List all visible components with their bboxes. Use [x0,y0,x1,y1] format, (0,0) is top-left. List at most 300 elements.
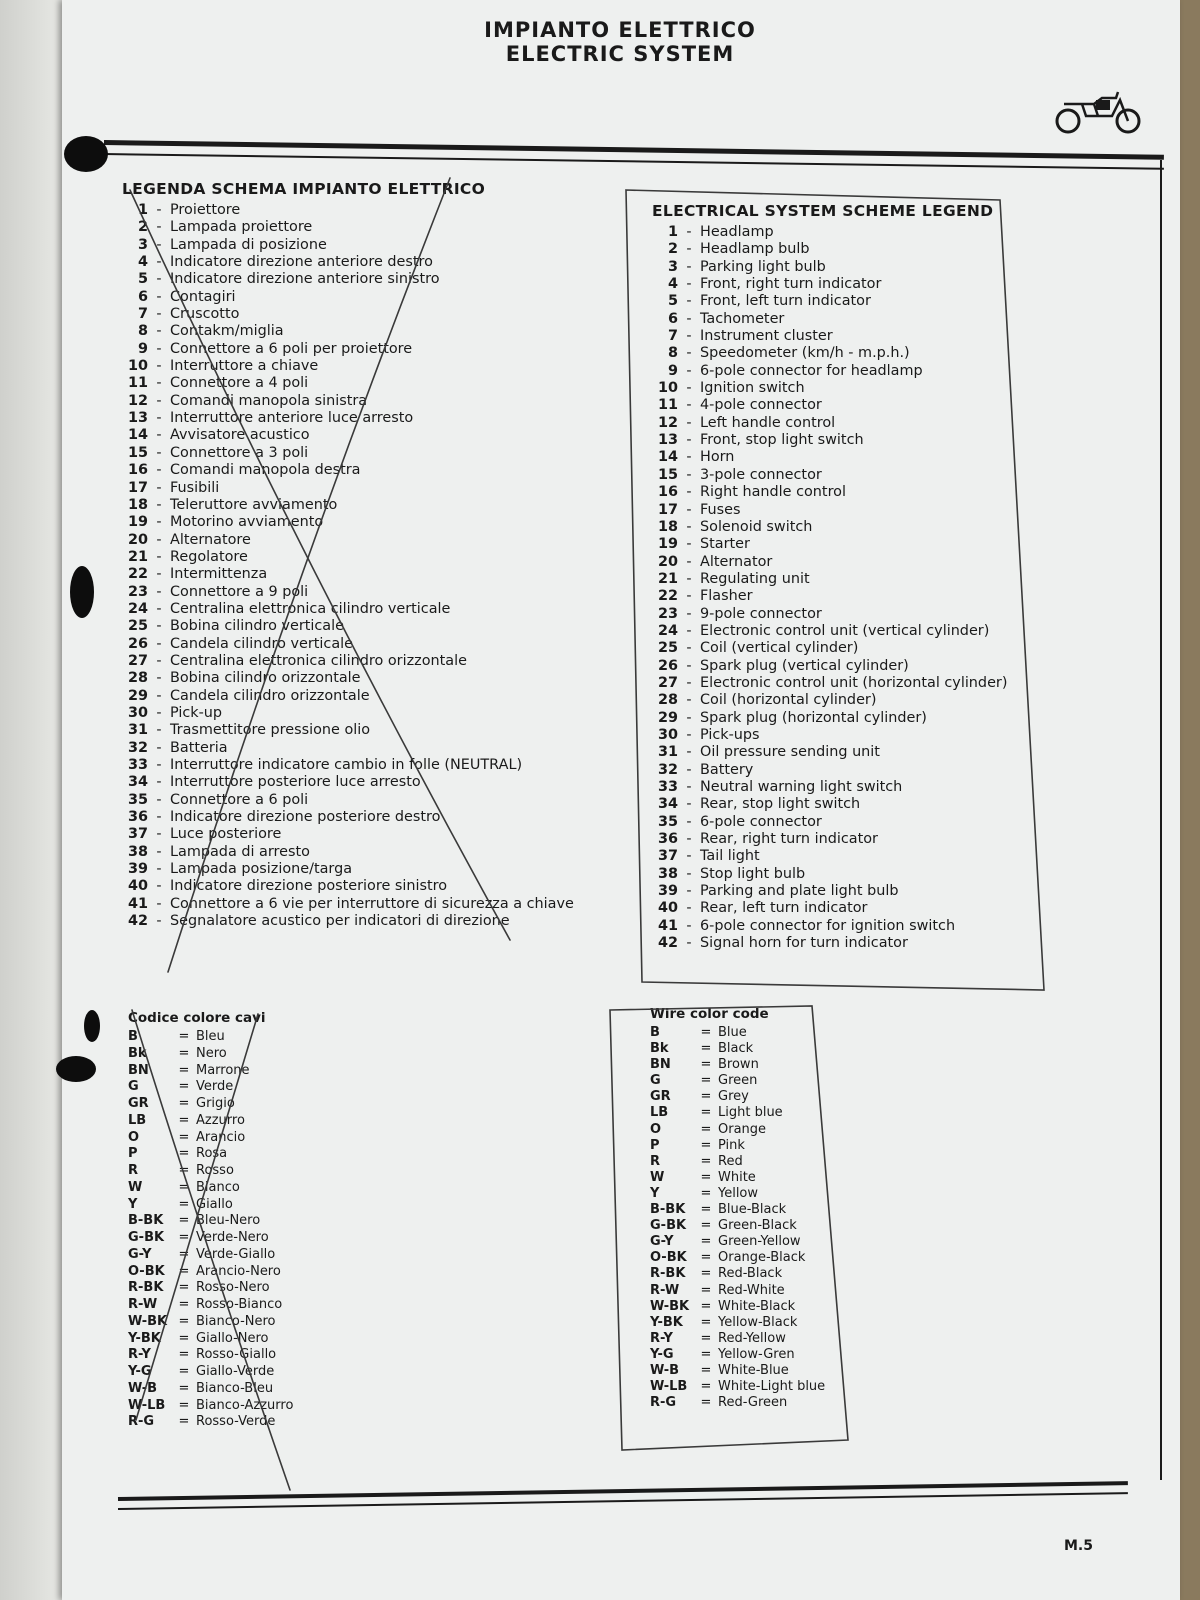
legend-item-dash: - [686,709,692,726]
legend-item-dash: - [156,895,162,912]
color-code-row [128,1247,388,1264]
color-code: G-Y [128,1246,152,1262]
color-code: Bk [128,1045,147,1061]
legend-item-text: Contakm/miglia [170,323,284,340]
legend-item [122,636,602,653]
legend-item [122,653,602,670]
legend-item-number: 12 [127,392,148,409]
legend-item [122,722,602,739]
color-name: Verde [196,1079,234,1095]
legend-item-number: 16 [127,462,148,479]
legend-item-text: Interruttore a chiave [170,358,319,375]
legend-item-number: 27 [127,652,148,669]
legend-item-text: Rear, stop light switch [700,796,861,813]
equals-sign: = [178,1062,190,1078]
color-name: Nero [196,1045,227,1061]
color-code: W [128,1179,143,1195]
legend-item-dash: - [686,310,692,327]
legend-item [652,380,1032,397]
legend-item-number: 41 [657,917,678,934]
legend-item-dash: - [686,761,692,778]
legend-item-number: 24 [657,622,678,639]
legend-item [652,554,1032,571]
legend-item-number: 5 [137,271,148,288]
legend-item [652,814,1032,831]
legend-item-number: 5 [667,293,678,310]
color-code: R-G [128,1414,155,1430]
equals-sign: = [700,1250,712,1266]
legend-item-number: 4 [137,254,148,271]
legend-item-dash: - [686,553,692,570]
legend-item [652,796,1032,813]
color-name: Blue [718,1025,747,1040]
equals-sign: = [178,1414,190,1430]
color-code: Y [128,1196,138,1212]
legend-item [122,271,602,288]
legend-item-number: 20 [127,531,148,548]
legend-item-dash: - [686,692,692,709]
equals-sign: = [178,1196,190,1212]
legend-item-text: Electronic control unit (horizontal cylinder) [700,674,1008,691]
legend-item-text: Interruttore anteriore luce arresto [170,410,414,427]
legend-item [122,774,602,791]
legend-item-number: 11 [657,397,678,414]
color-code: Y [650,1185,660,1201]
equals-sign: = [178,1364,190,1379]
legend-item [122,323,602,340]
colors-it-title: Codice colore cavi [128,1010,266,1026]
color-name: Arancio [196,1129,246,1145]
color-name: Green-Black [718,1218,797,1234]
legend-item-number: 1 [667,224,678,240]
legend-item-number: 24 [127,600,148,617]
legend-item-text: Bobina cilindro verticale [170,618,344,635]
color-code-row [128,1213,388,1230]
legend-item [652,710,1032,727]
legend-item-number: 22 [127,566,148,583]
motorcycle-icon [1054,88,1146,138]
legend-item [652,415,1032,432]
legend-item-text: Front, stop light switch [700,432,864,449]
equals-sign: = [178,1230,190,1245]
legend-item-text: Lampada di posizione [170,236,327,253]
legend-item-number: 40 [657,900,678,917]
legend-item-dash: - [156,254,162,271]
legend-item-dash: - [156,704,162,721]
color-name: Azzurro [196,1112,245,1128]
legend-item-number: 3 [137,236,148,253]
legend-item-number: 30 [657,726,678,743]
legend-item-text: Right handle control [700,484,846,501]
equals-sign: = [178,1330,190,1346]
color-code-row [650,1218,870,1234]
equals-sign: = [178,1380,190,1396]
legend-item [652,606,1032,623]
legend-item-number: 7 [137,306,148,323]
color-code: B [128,1029,138,1044]
legend-item-number: 39 [657,883,678,900]
legend-item-text: Regulating unit [700,570,810,587]
legend-item-text: Headlamp [700,224,774,240]
legend-item-dash: - [156,722,162,739]
legend-item-dash: - [156,427,162,444]
legend-item-dash: - [686,345,692,362]
legend-item-number: 27 [657,674,678,691]
color-code: Y-BK [128,1330,161,1346]
legend-item-dash: - [686,466,692,483]
color-code: R-W [650,1282,680,1298]
legend-item-text: Interruttore indicatore cambio in folle (NEUTRAL) [170,757,523,773]
color-code: G [650,1073,661,1089]
equals-sign: = [178,1029,190,1044]
legend-item [122,532,602,549]
legend-item-text: Electronic control unit (vertical cylinder) [700,622,990,639]
legend-item [122,393,602,410]
legend-item-text: Segnalatore acustico per indicatori di direzione [170,913,510,930]
legend-item [652,397,1032,414]
equals-sign: = [700,1234,712,1250]
equals-sign: = [178,1096,190,1111]
legend-item-dash: - [686,605,692,622]
legend-item [652,224,1032,241]
legend-item-text: 4-pole connector [700,397,822,414]
legend-item-text: Front, right turn indicator [700,276,882,293]
legend-item-text: Alternator [700,553,773,570]
color-name: Arancio-Nero [196,1263,281,1279]
header-title-it: IMPIANTO ELETTRICO [484,18,756,42]
color-name: White-Blue [718,1362,789,1378]
color-code: Y-G [650,1346,674,1362]
equals-sign: = [700,1169,712,1185]
legend-item-text: Rear, right turn indicator [700,831,878,848]
legend-item-text: Tachometer [700,310,785,327]
legend-item-dash: - [686,588,692,605]
legend-item [122,427,602,444]
color-code: W-BK [128,1313,168,1329]
legend-item-dash: - [156,496,162,513]
legend-item [652,883,1032,900]
right-margin-rule [1160,160,1162,1480]
color-code: GR [650,1089,671,1105]
legend-item-dash: - [156,618,162,635]
legend-item-number: 34 [127,774,148,791]
legend-item-text: Indicatore direzione anteriore sinistro [170,271,440,288]
color-code-row [128,1347,388,1364]
legend-item-text: 3-pole connector [700,466,822,483]
legend-item-number: 33 [657,779,678,795]
legend-item [122,792,602,809]
legend-item-text: Indicatore direzione anteriore destro [170,254,433,271]
legend-item-text: 6-pole connector [700,813,822,830]
legend-item-number: 34 [657,796,678,813]
color-code-row [128,1297,388,1314]
color-code-row [128,1314,388,1331]
legend-item-text: Starter [700,536,750,553]
color-code-row [650,1315,870,1331]
legend-item-text: Front, left turn indicator [700,293,871,310]
color-code-row [650,1363,870,1379]
equals-sign: = [700,1282,712,1298]
legend-item-number: 20 [657,553,678,570]
legend-item-text: Speedometer (km/h - m.p.h.) [700,345,910,362]
page-header [440,18,800,66]
legend-item-text: Neutral warning light switch [700,779,903,795]
color-code-row [650,1089,870,1105]
legend-item-dash: - [686,883,692,900]
color-name: Bianco-Bleu [196,1380,274,1396]
color-name: Grigio [196,1096,235,1111]
legend-item-number: 31 [127,722,148,739]
legend-item [122,584,602,601]
color-code: R-W [128,1297,158,1312]
color-name: Orange [718,1121,767,1137]
legend-item-text: Coil (horizontal cylinder) [700,692,877,709]
legend-item-text: Horn [700,449,735,466]
legend-item-dash: - [686,900,692,917]
color-code-row [650,1202,870,1218]
color-name: Bianco [196,1179,240,1195]
legend-item-number: 21 [127,548,148,565]
legend-item-dash: - [156,566,162,583]
color-name: Brown [718,1057,759,1073]
equals-sign: = [178,1045,190,1061]
legend-item [122,618,602,635]
equals-sign: = [700,1121,712,1137]
legend-item-dash: - [156,809,162,826]
legend-item-dash: - [156,236,162,253]
legend-item-dash: - [686,657,692,674]
legend-item [122,289,602,306]
legend-item-text: Comandi manopola sinistra [170,392,368,409]
legend-item [122,688,602,705]
legend-item-text: Indicatore direzione posteriore destro [170,809,441,826]
color-code: W [650,1169,665,1185]
legend-item-number: 17 [657,501,678,518]
legend-item-number: 11 [127,375,148,392]
color-name: White [718,1169,756,1185]
legend-item-dash: - [686,796,692,813]
legend-item [122,757,602,774]
legend-item [652,484,1032,501]
color-code: P [128,1146,138,1162]
color-code-row [650,1234,870,1250]
legend-item [652,623,1032,640]
legend-item-number: 33 [127,757,148,773]
legend-item-dash: - [156,202,162,218]
legend-item-number: 18 [127,496,148,513]
legend-item-text: Avvisatore acustico [170,427,310,444]
equals-sign: = [700,1395,712,1411]
legend-item-dash: - [686,224,692,240]
legend-item-text: Regolatore [170,548,248,565]
header-title-en: ELECTRIC SYSTEM [505,42,735,66]
legend-item-text: Pick-ups [700,726,760,743]
legend-item [652,762,1032,779]
color-name: Verde-Nero [196,1230,269,1245]
legend-item-dash: - [686,831,692,848]
color-code-row [128,1113,388,1130]
color-code-row [128,1096,388,1113]
color-code: O-BK [128,1263,165,1279]
color-code-row [128,1280,388,1297]
legend-item-number: 15 [127,444,148,461]
color-code-row [650,1250,870,1266]
color-code: W-B [128,1380,158,1396]
legend-item-text: Connettore a 3 poli [170,444,309,461]
legend-item-dash: - [156,514,162,531]
legend-item [122,826,602,843]
legend-item [652,276,1032,293]
color-code-row [650,1283,870,1299]
legend-item-text: Parking and plate light bulb [700,883,899,900]
legend-item-number: 10 [127,358,148,375]
color-name: Giallo [196,1196,233,1212]
equals-sign: = [700,1202,712,1218]
color-name: Yellow [718,1185,759,1201]
equals-sign: = [700,1298,712,1314]
legend-item-number: 32 [657,761,678,778]
legend-item-text: Alternatore [170,531,251,548]
color-code: B [650,1025,660,1040]
equals-sign: = [700,1153,712,1169]
legend-item [652,866,1032,883]
equals-sign: = [178,1163,190,1178]
color-code: P [650,1137,660,1153]
legend-item-text: Centralina elettronica cilindro orizzontale [170,652,467,669]
legend-item-text: Teleruttore avviamento [170,496,338,513]
legend-item-dash: - [156,323,162,340]
legend-it-title: LEGENDA SCHEMA IMPIANTO ELETTRICO [122,180,486,198]
legend-item-dash: - [156,410,162,427]
legend-item-number: 6 [667,310,678,327]
legend-item-dash: - [686,432,692,449]
color-name: Green-Yellow [718,1234,801,1250]
color-code: G-BK [128,1230,165,1245]
color-code: O-BK [650,1250,687,1266]
legend-en-title: ELECTRICAL SYSTEM SCHEME LEGEND [652,202,994,220]
legend-item-dash: - [156,444,162,461]
legend-item-number: 31 [657,744,678,761]
legend-item-dash: - [156,670,162,687]
legend-item-number: 41 [127,895,148,912]
legend-item [652,571,1032,588]
legend-item-text: Luce posteriore [170,826,282,843]
color-name: Giallo-Nero [196,1330,269,1346]
legend-item-number: 14 [127,427,148,444]
color-code-row [650,1073,870,1089]
legend-item-text: Left handle control [700,414,836,431]
equals-sign: = [700,1057,712,1073]
legend-item [652,935,1032,952]
color-code: BN [650,1057,671,1073]
page-number: M.5 [1064,1538,1093,1554]
legend-item-text: Coil (vertical cylinder) [700,640,859,657]
legend-item [652,918,1032,935]
color-code-row [128,1130,388,1147]
legend-item [122,514,602,531]
equals-sign: = [178,1313,190,1329]
legend-item-text: Battery [700,761,754,778]
color-name: Red-Yellow [718,1330,786,1346]
equals-sign: = [178,1246,190,1262]
legend-item-text: Candela cilindro verticale [170,635,354,652]
equals-sign: = [700,1314,712,1330]
legend-item-dash: - [156,861,162,878]
legend-item-dash: - [686,414,692,431]
legend-item-number: 4 [667,276,678,293]
equals-sign: = [178,1179,190,1195]
legend-item [652,831,1032,848]
legend-item-number: 19 [657,536,678,553]
color-code-row [650,1186,870,1202]
legend-item-text: Candela cilindro orizzontale [170,687,370,704]
legend-item-number: 37 [657,848,678,865]
legend-item-text: Ignition switch [700,380,805,397]
color-code: W-LB [650,1379,688,1395]
equals-sign: = [178,1129,190,1145]
legend-item [652,519,1032,536]
legend-item-number: 21 [657,570,678,587]
legend-item-dash: - [686,848,692,865]
legend-item-dash: - [686,570,692,587]
legend-item-dash: - [686,397,692,414]
color-code: G [128,1079,139,1095]
equals-sign: = [700,1073,712,1089]
legend-item-dash: - [156,271,162,288]
color-code: Y-G [128,1364,152,1379]
color-name: Pink [718,1137,745,1153]
color-name: Light blue [718,1105,783,1121]
legend-item-number: 25 [127,618,148,635]
legend-item-text: Interruttore posteriore luce arresto [170,774,421,791]
equals-sign: = [178,1112,190,1128]
color-code: LB [128,1112,147,1128]
color-name: Rosso [196,1163,234,1178]
legend-item [652,900,1032,917]
legend-item-dash: - [686,640,692,657]
color-name: Red-Black [718,1266,783,1282]
legend-item-number: 1 [137,202,148,218]
legend-item-number: 28 [657,692,678,709]
legend-item-text: Rear, left turn indicator [700,900,868,917]
color-code-row [128,1046,388,1063]
legend-item [652,467,1032,484]
legend-item [122,254,602,271]
legend-item-text: Solenoid switch [700,518,813,535]
color-code: W-BK [650,1298,690,1314]
binder-hole [84,1010,100,1042]
color-name: Marrone [196,1062,250,1078]
legend-item [652,779,1032,796]
legend-item-number: 13 [127,410,148,427]
equals-sign: = [700,1379,712,1395]
legend-item-number: 7 [667,328,678,345]
legend-item-number: 10 [657,380,678,397]
legend-item-dash: - [686,622,692,639]
legend-item-dash: - [686,501,692,518]
legend-item-text: Contagiri [170,288,236,305]
equals-sign: = [700,1266,712,1282]
color-code: BN [128,1062,149,1078]
color-name: Verde-Giallo [196,1246,276,1262]
color-code: R-BK [128,1280,164,1296]
equals-sign: = [700,1185,712,1201]
legend-item-number: 8 [137,323,148,340]
legend-item [122,237,602,254]
colors-en-title: Wire color code [650,1006,769,1022]
legend-item-dash: - [686,865,692,882]
legend-item [652,363,1032,380]
